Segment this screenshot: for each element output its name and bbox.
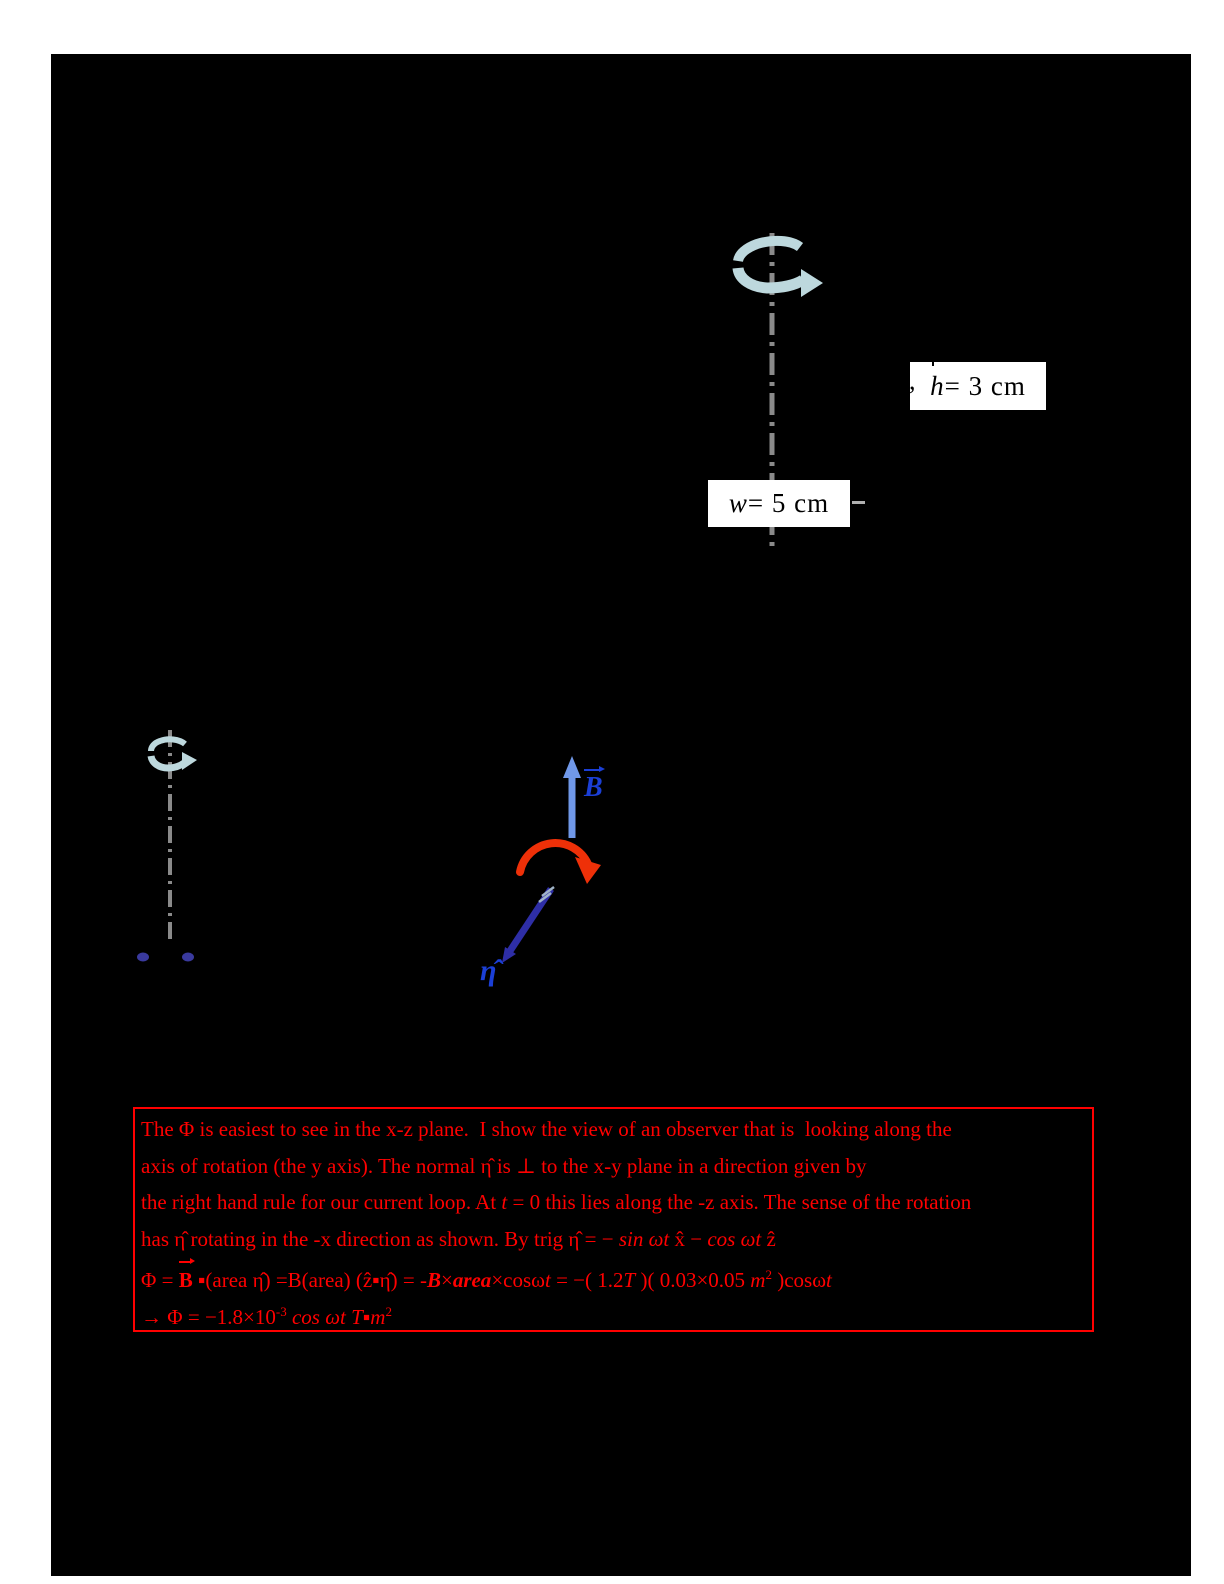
rotation-arrow-top (738, 241, 823, 297)
solution-text-box (133, 1107, 1094, 1332)
slide-black-canvas (51, 54, 1191, 1576)
figure-graphics (51, 54, 1191, 1576)
width-value: = 5 cm (747, 488, 830, 518)
rotation-sense-arrow (520, 843, 601, 884)
height-dimension-label (910, 362, 1046, 410)
occluded-mark: , (909, 366, 916, 395)
b-vector-symbol: B (584, 772, 603, 803)
occluded-line-tick (932, 352, 934, 366)
occluded-dimension-dash (852, 501, 865, 504)
solution-line: The Φ is easiest to see in the x-z plane. I show the view of an observer that is looking along the (141, 1117, 952, 1141)
solution-line: axis of rotation (the y axis). The normal η̂ is ⊥ to the x-y plane in a direction given by (141, 1153, 867, 1178)
normal-vector-label: η̂ (480, 954, 497, 987)
height-value: = 3 cm (944, 370, 1026, 401)
width-variable: w (728, 488, 748, 518)
solution-line: has η̂ rotating in the -x direction as shown. By trig η̂ = − sin ωt x̂ − cos ωt ẑ (141, 1226, 776, 1251)
loop-end-dot-left (137, 953, 149, 962)
width-dimension-label (708, 480, 850, 527)
loop-end-dot-right (182, 953, 194, 962)
b-field-arrow (563, 756, 581, 838)
rotation-arrow-left (151, 739, 197, 770)
solution-line: → $\Phi = -1.8\times 10^{-3}$ cos ωt $T▪m^2$ (141, 1303, 392, 1329)
solution-line: Φ = B ▪(area η̂) =B(area) (ẑ▪η̂) = -B×area×cosωt = −( 1.2T )( 0.03×0.05 $m^2$ )cosωt (141, 1257, 1086, 1294)
height-variable: h (930, 370, 945, 401)
solution-line: the right hand rule for our current loop. At t = 0 this lies along the -z axis. The sense of the rotation (141, 1190, 972, 1214)
b-field-label (584, 772, 603, 804)
normal-vector-arrow (502, 889, 551, 963)
